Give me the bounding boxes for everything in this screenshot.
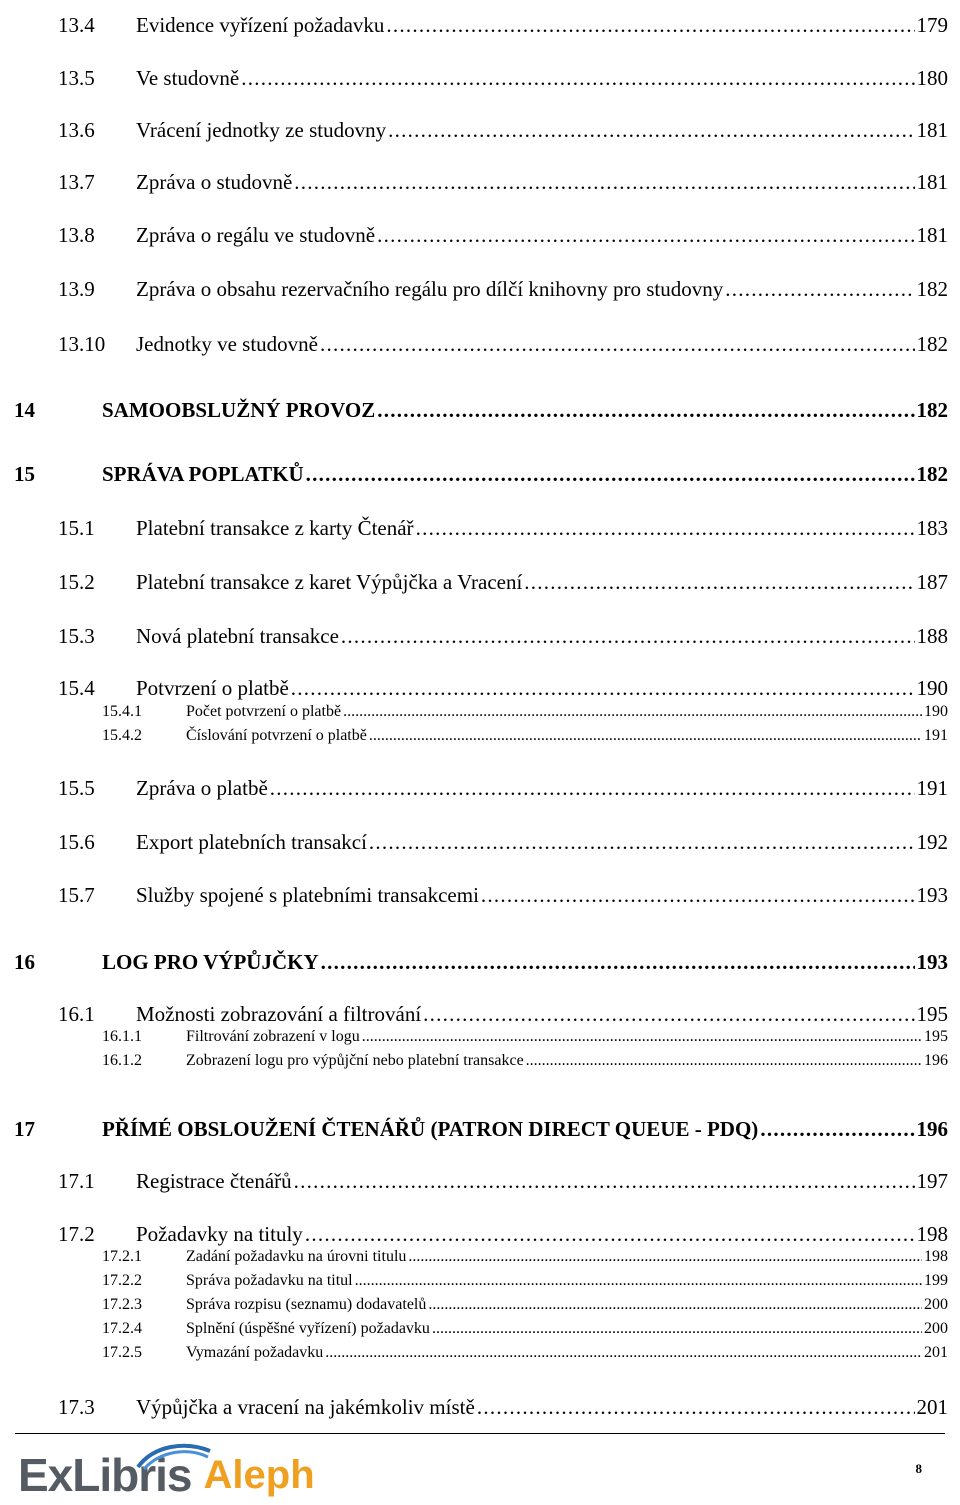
toc-entry[interactable] bbox=[58, 516, 948, 541]
toc-entry[interactable] bbox=[58, 776, 948, 801]
toc-entry-number: 15.1 bbox=[58, 516, 95, 540]
toc-entry-title: Potvrzení o platbě bbox=[136, 676, 289, 700]
toc-entry-title: Počet potvrzení o platbě bbox=[186, 703, 342, 720]
toc-leader-dots bbox=[320, 332, 915, 357]
toc-entry-page: 182 bbox=[916, 277, 948, 301]
toc-leader-dots bbox=[377, 398, 914, 423]
toc-entry-page: 195 bbox=[916, 1002, 948, 1026]
toc-entry-page: 199 bbox=[924, 1272, 948, 1289]
toc-leader-dots bbox=[291, 676, 915, 701]
toc-entry-page: 181 bbox=[916, 223, 948, 247]
toc-entry-title: Splnění (úspěšné vyřízení) požadavku bbox=[186, 1320, 430, 1337]
toc-entry-title: Požadavky na tituly bbox=[136, 1222, 303, 1246]
toc-entry[interactable] bbox=[14, 398, 948, 423]
toc-leader-dots bbox=[270, 776, 915, 801]
toc-leader-dots bbox=[432, 1320, 922, 1338]
toc-entry-number: 15.3 bbox=[58, 624, 95, 648]
toc-entry-number: 15.4.2 bbox=[102, 727, 142, 744]
toc-entry[interactable] bbox=[58, 1395, 948, 1420]
toc-entry-page: 190 bbox=[916, 676, 948, 700]
toc-entry[interactable] bbox=[102, 727, 948, 745]
toc-entry[interactable] bbox=[58, 830, 948, 855]
toc-entry[interactable] bbox=[58, 1169, 948, 1194]
toc-entry-title: Zpráva o obsahu rezervačního regálu pro dílčí knihovny pro studovny bbox=[136, 277, 724, 301]
toc-entry-page: 200 bbox=[924, 1320, 948, 1337]
toc-entry-page: 200 bbox=[924, 1296, 948, 1313]
toc-entry-title: Zadání požadavku na úrovni titulu bbox=[186, 1248, 407, 1265]
page-number: 8 bbox=[915, 1461, 922, 1476]
toc-entry-number: 16.1.1 bbox=[102, 1028, 142, 1045]
footer-divider bbox=[15, 1433, 945, 1434]
toc-leader-dots bbox=[725, 277, 914, 302]
toc-leader-dots bbox=[294, 170, 914, 195]
toc-entry-page: 197 bbox=[916, 1169, 948, 1193]
toc-entry-page: 195 bbox=[924, 1028, 948, 1045]
toc-leader-dots bbox=[408, 1248, 922, 1266]
toc-entry[interactable] bbox=[102, 1344, 948, 1362]
exlibris-aleph-logo bbox=[18, 1445, 315, 1505]
toc-entry-page: 192 bbox=[916, 830, 948, 854]
toc-entry-number: 13.8 bbox=[58, 223, 95, 247]
toc-entry-number: 15.6 bbox=[58, 830, 95, 854]
toc-entry-title: Správa rozpisu (seznamu) dodavatelů bbox=[186, 1296, 427, 1313]
toc-entry-page: 182 bbox=[916, 332, 948, 356]
toc-entry[interactable] bbox=[58, 1002, 948, 1027]
toc-leader-dots bbox=[306, 462, 915, 487]
toc-entry-page: 187 bbox=[916, 570, 948, 594]
toc-entry-number: 17.2.1 bbox=[102, 1248, 142, 1265]
toc-entry-title: Vymazání požadavku bbox=[186, 1344, 324, 1361]
toc-entry-page: 193 bbox=[916, 883, 948, 907]
toc-entry-number: 15.2 bbox=[58, 570, 95, 594]
toc-entry-title: Číslování potvrzení o platbě bbox=[186, 727, 367, 744]
toc-entry[interactable] bbox=[102, 1320, 948, 1338]
toc-entry-title: Nová platební transakce bbox=[136, 624, 339, 648]
toc-entry[interactable] bbox=[102, 1248, 948, 1266]
toc-entry-page: 198 bbox=[916, 1222, 948, 1246]
toc-entry-page: 191 bbox=[916, 776, 948, 800]
toc-entry-page: 193 bbox=[916, 950, 948, 974]
toc-entry[interactable] bbox=[14, 950, 948, 975]
toc-entry[interactable] bbox=[102, 1272, 948, 1290]
toc-entry-number: 15.5 bbox=[58, 776, 95, 800]
toc-entry[interactable] bbox=[58, 883, 948, 908]
toc-entry-number: 17.3 bbox=[58, 1395, 95, 1419]
toc-leader-dots bbox=[526, 1052, 922, 1070]
toc-entry[interactable] bbox=[58, 624, 948, 649]
toc-entry-number: 17 bbox=[14, 1117, 35, 1141]
toc-entry-title: Zpráva o platbě bbox=[136, 776, 268, 800]
toc-leader-dots bbox=[343, 703, 922, 721]
toc-entry[interactable] bbox=[58, 170, 948, 195]
toc-leader-dots bbox=[294, 1169, 915, 1194]
toc-entry-page: 201 bbox=[916, 1395, 948, 1419]
toc-entry-title: Platební transakce z karty Čtenář bbox=[136, 516, 414, 540]
toc-entry-page: 188 bbox=[916, 624, 948, 648]
toc-entry[interactable] bbox=[58, 570, 948, 595]
toc-entry[interactable] bbox=[102, 1052, 948, 1070]
toc-leader-dots bbox=[416, 516, 915, 541]
toc-entry-title: Filtrování zobrazení v logu bbox=[186, 1028, 360, 1045]
toc-entry-number: 17.2.5 bbox=[102, 1344, 142, 1361]
toc-entry-page: 190 bbox=[924, 703, 948, 720]
toc-entry-page: 201 bbox=[924, 1344, 948, 1361]
toc-entry-number: 13.9 bbox=[58, 277, 95, 301]
toc-entry[interactable] bbox=[58, 223, 948, 248]
toc-entry-number: 15.7 bbox=[58, 883, 95, 907]
toc-entry-title: Zobrazení logu pro výpůjční nebo platební transakce bbox=[186, 1052, 524, 1069]
toc-leader-dots bbox=[355, 1272, 922, 1290]
toc-entry-number: 16.1.2 bbox=[102, 1052, 142, 1069]
toc-leader-dots bbox=[341, 624, 915, 649]
toc-entry[interactable] bbox=[14, 462, 948, 487]
toc-entry[interactable] bbox=[58, 13, 948, 38]
toc-leader-dots bbox=[423, 1002, 914, 1027]
toc-entry-page: 196 bbox=[924, 1052, 948, 1069]
toc-entry-number: 13.10 bbox=[58, 332, 106, 356]
toc-leader-dots bbox=[369, 727, 922, 745]
toc-entry-number: 15 bbox=[14, 462, 35, 486]
toc-entry-page: 183 bbox=[916, 516, 948, 540]
toc-leader-dots bbox=[325, 1344, 922, 1362]
page-footer bbox=[0, 1425, 960, 1500]
logo-libris-text: Libris bbox=[72, 1449, 192, 1501]
toc-entry-number: 16 bbox=[14, 950, 35, 974]
toc-entry-page: 198 bbox=[924, 1248, 948, 1265]
toc-entry-title: Správa požadavku na titul bbox=[186, 1272, 353, 1289]
toc-entry[interactable] bbox=[14, 1117, 948, 1142]
toc-entry-number: 13.4 bbox=[58, 13, 95, 37]
logo-aleph-text: Aleph bbox=[203, 1452, 315, 1497]
toc-leader-dots bbox=[377, 223, 914, 248]
toc-entry-number: 17.2.3 bbox=[102, 1296, 142, 1313]
toc-entry-number: 17.2.4 bbox=[102, 1320, 142, 1337]
toc-entry-title: Výpůjčka a vracení na jakémkoliv místě bbox=[136, 1395, 475, 1419]
toc-entry-page: 181 bbox=[916, 170, 948, 194]
toc-entry-page: 180 bbox=[916, 66, 948, 90]
toc-leader-dots bbox=[386, 13, 914, 38]
toc-entry-number: 15.4 bbox=[58, 676, 95, 700]
toc-entry[interactable] bbox=[58, 676, 948, 701]
toc-entry-number: 13.6 bbox=[58, 118, 95, 142]
toc-entry-page: 182 bbox=[916, 462, 948, 486]
toc-entry-title: Vrácení jednotky ze studovny bbox=[136, 118, 387, 142]
toc-entry-number: 13.7 bbox=[58, 170, 95, 194]
toc-entry-title: Služby spojené s platebními transakcemi bbox=[136, 883, 479, 907]
toc-entry-number: 16.1 bbox=[58, 1002, 95, 1026]
toc-entry-title: LOG PRO VÝPŮJČKY bbox=[102, 950, 319, 974]
toc-leader-dots bbox=[428, 1296, 922, 1314]
toc-leader-dots bbox=[477, 1395, 915, 1420]
toc-leader-dots bbox=[305, 1222, 915, 1247]
toc-entry-title: Platební transakce z karet Výpůjčka a Vracení bbox=[136, 570, 523, 594]
toc-entry[interactable] bbox=[58, 332, 948, 357]
toc-entry[interactable] bbox=[102, 1296, 948, 1314]
toc-entry[interactable] bbox=[58, 66, 948, 91]
toc-entry-title: Zpráva o regálu ve studovně bbox=[136, 223, 376, 247]
toc-entry-title: Evidence vyřízení požadavku bbox=[136, 13, 385, 37]
toc-entry-title: SAMOOBSLUŽNÝ PROVOZ bbox=[102, 398, 376, 422]
toc-entry[interactable] bbox=[102, 703, 948, 721]
toc-leader-dots bbox=[321, 950, 915, 975]
toc-entry-number: 14 bbox=[14, 398, 35, 422]
toc-entry-number: 15.4.1 bbox=[102, 703, 142, 720]
toc-entry[interactable] bbox=[58, 118, 948, 143]
toc-leader-dots bbox=[524, 570, 914, 595]
toc-entry-title: Možnosti zobrazování a filtrování bbox=[136, 1002, 422, 1026]
toc-entry[interactable] bbox=[58, 1222, 948, 1247]
toc-entry[interactable] bbox=[58, 277, 948, 302]
toc-entry-number: 13.5 bbox=[58, 66, 95, 90]
toc-entry-title: PŘÍMÉ OBSLOUŽENÍ ČTENÁŘŮ (PATRON DIRECT QUEUE - PDQ) bbox=[102, 1117, 759, 1141]
toc-entry-title: Registrace čtenářů bbox=[136, 1169, 292, 1193]
toc-entry-page: 181 bbox=[916, 118, 948, 142]
toc-entry-title: Ve studovně bbox=[136, 66, 240, 90]
toc-entry-page: 179 bbox=[916, 13, 948, 37]
toc-entry-title: Jednotky ve studovně bbox=[136, 332, 318, 356]
toc-entry-title: Zpráva o studovně bbox=[136, 170, 293, 194]
toc-entry-title: SPRÁVA POPLATKŮ bbox=[102, 462, 304, 486]
toc-leader-dots bbox=[241, 66, 914, 91]
toc-leader-dots bbox=[760, 1117, 914, 1142]
toc-entry-number: 17.1 bbox=[58, 1169, 95, 1193]
logo-swoosh-icon bbox=[134, 1441, 214, 1471]
toc-entry[interactable] bbox=[102, 1028, 948, 1046]
toc-leader-dots bbox=[481, 883, 915, 908]
toc-leader-dots bbox=[369, 830, 915, 855]
toc-entry-page: 196 bbox=[916, 1117, 948, 1141]
toc-leader-dots bbox=[362, 1028, 922, 1046]
toc-entry-title: Export platebních transakcí bbox=[136, 830, 367, 854]
toc-entry-number: 17.2.2 bbox=[102, 1272, 142, 1289]
toc-leader-dots bbox=[388, 118, 914, 143]
toc-entry-page: 191 bbox=[924, 727, 948, 744]
logo-ex-text: Ex bbox=[18, 1449, 73, 1501]
toc-entry-number: 17.2 bbox=[58, 1222, 95, 1246]
toc-entry-page: 182 bbox=[916, 398, 948, 422]
